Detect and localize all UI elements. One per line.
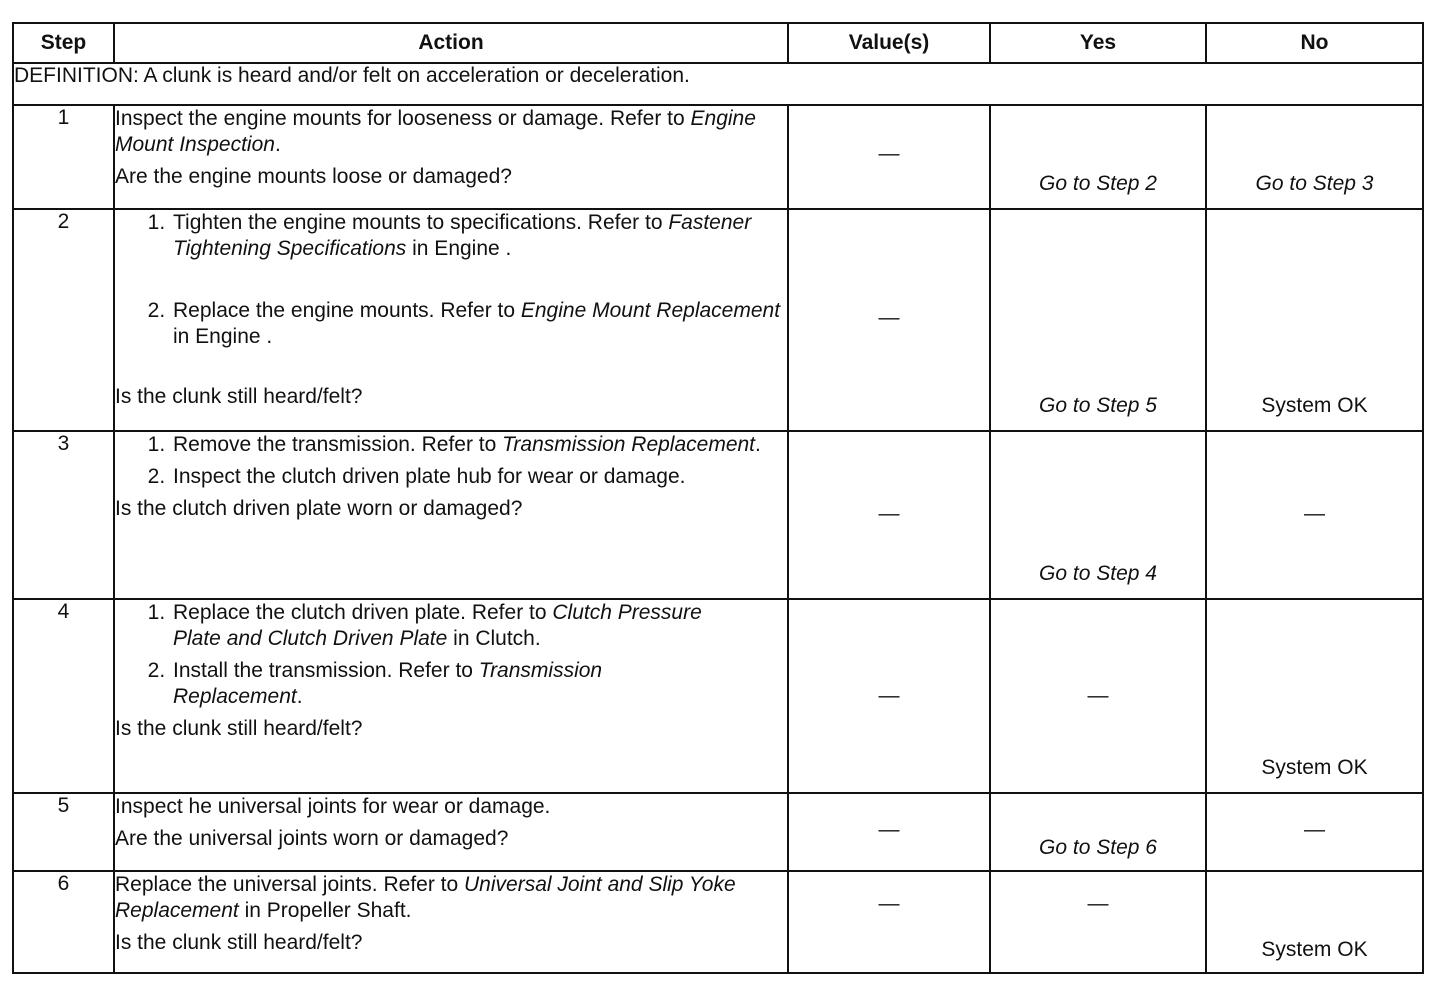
step-number: 2 — [13, 209, 114, 431]
step-number: 5 — [13, 793, 114, 871]
action-cell — [114, 871, 788, 973]
no-result: System OK — [1261, 394, 1368, 417]
action-cell — [114, 599, 788, 793]
action-question: Are the universal joints worn or damaged? — [115, 827, 509, 850]
value-dash: — — [878, 818, 900, 841]
no-cell — [1206, 599, 1423, 793]
value-cell — [788, 209, 990, 431]
list-item: 1. Replace the clutch driven plate. Refer to Clutch Pressure Plate and Clutch Driven Plate in Clutch. — [171, 600, 787, 652]
definition-text: DEFINITION: A clunk is heard and/or felt on acceleration or deceleration. — [13, 63, 1423, 105]
yes-result: — — [1087, 684, 1109, 707]
step-number: 6 — [13, 871, 114, 973]
header-action: Action — [114, 23, 788, 63]
list-item: 1. Remove the transmission. Refer to Transmission Replacement. — [171, 432, 787, 458]
action-list — [115, 600, 787, 710]
table-row — [13, 871, 1423, 973]
value-cell — [788, 105, 990, 209]
yes-cell — [990, 209, 1206, 431]
diagnostic-table — [12, 22, 1424, 974]
yes-cell — [990, 599, 1206, 793]
definition-row — [13, 63, 1423, 105]
no-result: System OK — [1261, 756, 1368, 779]
action-cell — [114, 209, 788, 431]
header-no: No — [1206, 23, 1423, 63]
action-list — [115, 210, 787, 350]
action-text: Replace the universal joints. Refer to Universal Joint and Slip Yoke Replacement in Propeller Shaft. — [115, 873, 736, 922]
no-cell — [1206, 431, 1423, 599]
list-item: 1. Tighten the engine mounts to specifications. Refer to Fastener Tightening Specifications in Engine . — [171, 210, 787, 262]
no-cell — [1206, 209, 1423, 431]
list-item: 2. Replace the engine mounts. Refer to Engine Mount Replacement in Engine . — [171, 298, 787, 350]
yes-cell — [990, 793, 1206, 871]
value-cell — [788, 871, 990, 973]
table-row — [13, 209, 1423, 431]
yes-cell — [990, 871, 1206, 973]
no-result: Go to Step 3 — [1255, 172, 1374, 195]
action-text: Inspect the engine mounts for looseness or damage. Refer to Engine Mount Inspection. — [115, 107, 756, 156]
yes-result: — — [1087, 892, 1109, 915]
header-step: Step — [13, 23, 114, 63]
no-cell — [1206, 105, 1423, 209]
value-dash: — — [878, 142, 900, 165]
table-row — [13, 105, 1423, 209]
action-cell — [114, 793, 788, 871]
step-number: 1 — [13, 105, 114, 209]
table-row — [13, 431, 1423, 599]
action-question: Is the clunk still heard/felt? — [115, 717, 363, 740]
step-number: 4 — [13, 599, 114, 793]
action-cell — [114, 431, 788, 599]
yes-result: Go to Step 5 — [1039, 394, 1157, 417]
no-result: System OK — [1261, 938, 1368, 961]
yes-result: Go to Step 2 — [1039, 172, 1157, 195]
table-row — [13, 599, 1423, 793]
value-dash: — — [878, 892, 900, 915]
action-question: Is the clunk still heard/felt? — [115, 931, 363, 954]
action-list — [115, 432, 787, 490]
no-cell — [1206, 871, 1423, 973]
no-cell — [1206, 793, 1423, 871]
yes-cell — [990, 105, 1206, 209]
value-cell — [788, 431, 990, 599]
header-row — [13, 23, 1423, 63]
list-item: 2. Install the transmission. Refer to Transmission Replacement. — [171, 658, 787, 710]
no-result: — — [1304, 502, 1325, 525]
step-number: 3 — [13, 431, 114, 599]
header-values: Value(s) — [788, 23, 990, 63]
yes-cell — [990, 431, 1206, 599]
list-item: 2. Inspect the clutch driven plate hub for wear or damage. — [171, 464, 787, 490]
yes-result: Go to Step 6 — [1039, 836, 1157, 859]
value-dash: — — [878, 502, 900, 525]
action-text: Inspect he universal joints for wear or damage. — [115, 795, 551, 818]
value-cell — [788, 793, 990, 871]
value-dash: — — [878, 306, 900, 329]
yes-result: Go to Step 4 — [1039, 562, 1157, 585]
table-row — [13, 793, 1423, 871]
action-question: Is the clutch driven plate worn or damaged? — [115, 497, 523, 520]
action-question: Are the engine mounts loose or damaged? — [115, 165, 512, 188]
action-question: Is the clunk still heard/felt? — [115, 385, 363, 408]
action-cell — [114, 105, 788, 209]
no-result: — — [1304, 818, 1325, 841]
value-cell — [788, 599, 990, 793]
header-yes: Yes — [990, 23, 1206, 63]
value-dash: — — [878, 684, 900, 707]
